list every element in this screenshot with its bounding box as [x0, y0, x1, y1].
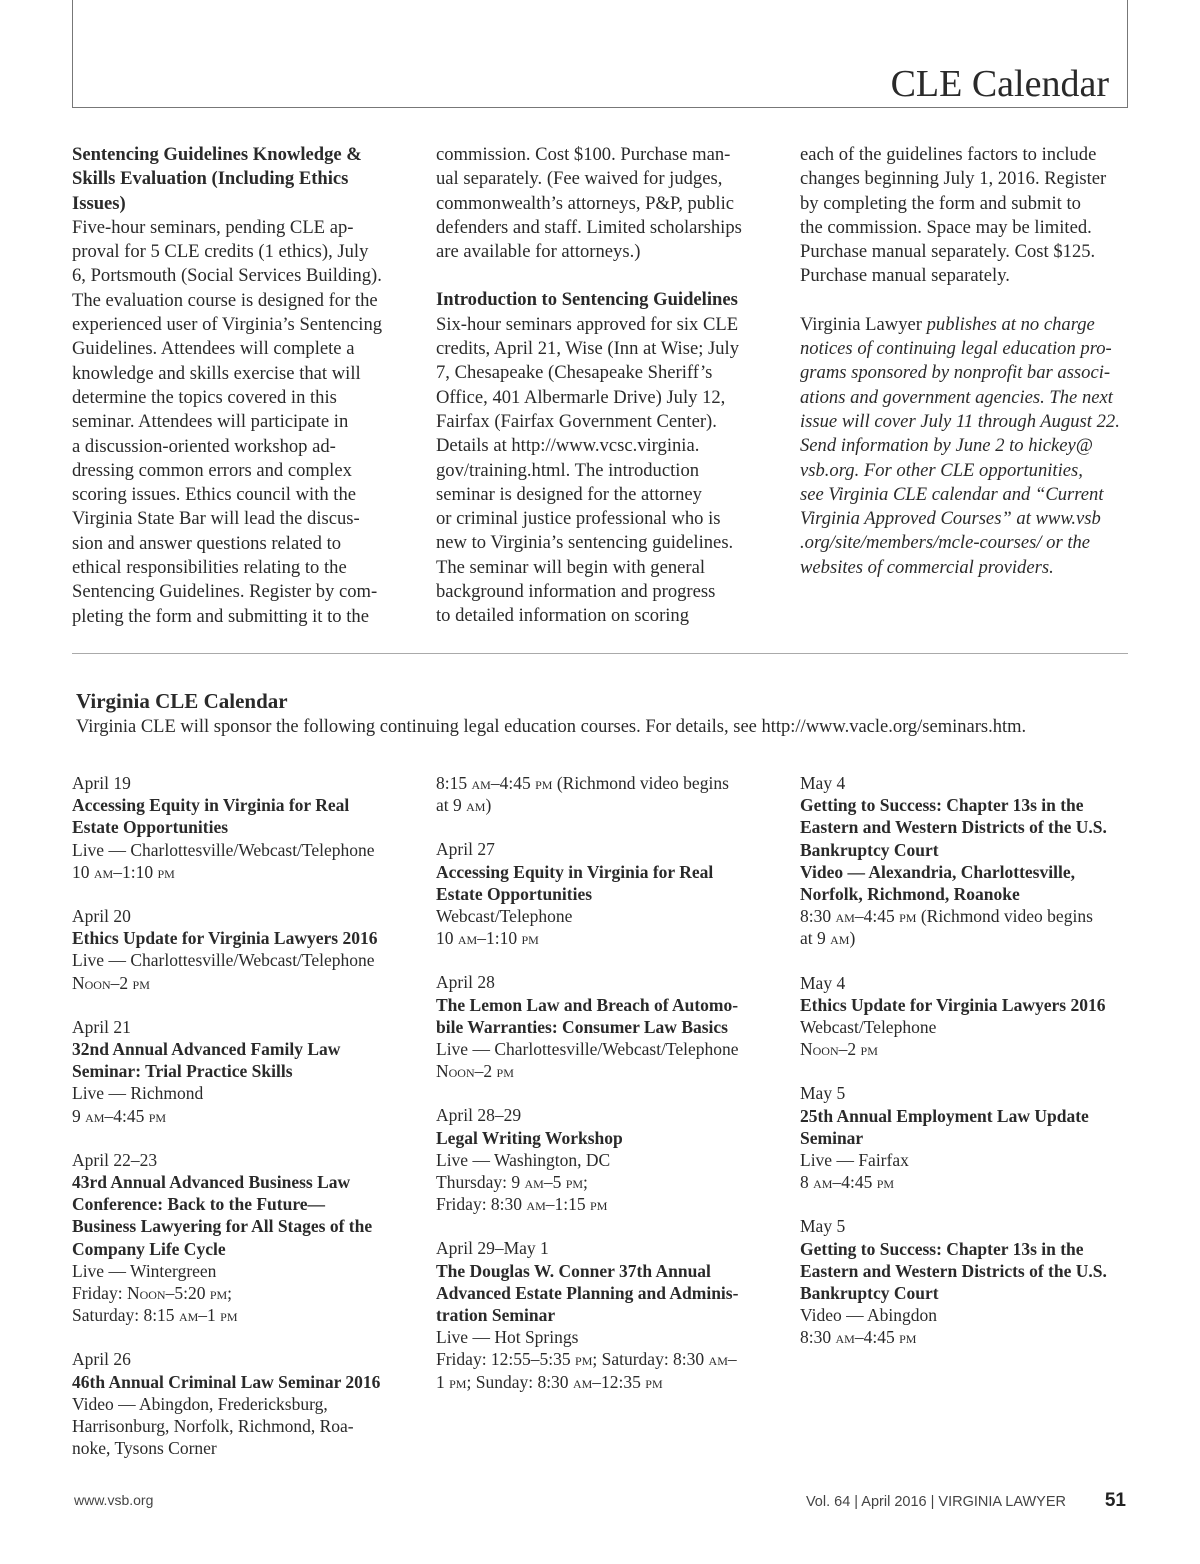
entry-detail-line: Webcast/Telephone: [800, 1017, 937, 1038]
body-line: ethical responsibilities relating to the: [72, 557, 347, 579]
note-line: Send information by June 2 to hickey@: [800, 435, 1093, 457]
entry-title-line: Advanced Estate Planning and Adminis-: [436, 1282, 739, 1303]
body-line: Purchase manual separately. Cost $125.: [800, 241, 1096, 263]
entry-detail-line: Video — Abingdon, Fredericksburg,: [72, 1393, 328, 1414]
entry-detail-line: Live — Charlottesville/Webcast/Telephone: [72, 950, 375, 971]
calendar-entry: [436, 971, 781, 1082]
entry-title-line: Ethics Update for Virginia Lawyers 2016: [72, 928, 378, 949]
body-line: are available for attorneys.): [436, 241, 641, 263]
note-line: .org/site/members/mcle-courses/ or the: [800, 532, 1091, 554]
entry-detail-line: Webcast/Telephone: [436, 906, 573, 927]
body-line: commission. Cost $100. Purchase man-: [436, 144, 731, 165]
calendar-entry: [800, 1082, 1145, 1193]
entry-date: May 4: [800, 773, 846, 793]
entry-detail-line: Live — Richmond: [72, 1083, 204, 1104]
body-line: to detailed information on scoring: [436, 605, 690, 627]
entry-detail-line: 1 pm; Sunday: 8:30 am–12:35 pm: [436, 1371, 663, 1392]
body-line: Purchase manual separately.: [800, 265, 1010, 287]
entry-title-line: Bankruptcy Court: [800, 839, 939, 860]
calendar-column-3: [800, 772, 1145, 1371]
entry-title-line: Seminar: Trial Practice Skills: [72, 1061, 293, 1082]
entry-detail-line: at 9 am): [436, 795, 492, 816]
entry-title-line: Estate Opportunities: [436, 883, 593, 904]
article-body: [436, 313, 776, 629]
entry-title-line: Video — Alexandria, Charlottesville,: [800, 861, 1075, 882]
body-line: dressing common errors and complex: [72, 459, 352, 481]
entry-date: April 19: [72, 773, 131, 793]
body-line: defenders and staff. Limited scholarships: [436, 216, 742, 238]
footer-website: www.vsb.org: [74, 1492, 154, 1508]
body-line: determine the topics covered in this: [72, 386, 337, 408]
calendar-entry: [72, 1348, 417, 1459]
entry-title-line: Seminar: [800, 1127, 864, 1148]
body-line: The seminar will begin with general: [436, 556, 706, 578]
calendar-column-2: [436, 772, 781, 1415]
entry-title-line: 25th Annual Employment Law Update: [800, 1105, 1089, 1126]
entry-title-line: Conference: Back to the Future—: [72, 1194, 326, 1215]
entry-title-line: Accessing Equity in Virginia for Real: [436, 861, 714, 882]
entry-date: April 28: [436, 972, 495, 993]
editorial-note: [800, 337, 1130, 580]
body-line: Virginia State Bar will lead the discus-: [72, 508, 360, 530]
section-title: Virginia CLE Calendar: [76, 689, 288, 713]
body-line: a discussion-oriented workshop ad-: [72, 435, 336, 457]
calendar-entry: [436, 1237, 781, 1392]
body-line: scoring issues. Ethics council with the: [72, 484, 357, 506]
entry-date: April 29–May 1: [436, 1238, 549, 1259]
entry-title-line: 43rd Annual Advanced Business Law: [72, 1172, 351, 1193]
entry-date: April 20: [72, 906, 131, 927]
entry-title-line: Ethics Update for Virginia Lawyers 2016: [800, 994, 1106, 1015]
calendar-entry: [436, 838, 781, 949]
calendar-entry: [72, 905, 417, 994]
article-body-continued: [436, 143, 776, 264]
entry-detail-line: Saturday: 8:15 am–1 pm: [72, 1305, 238, 1326]
entry-detail-line: 8:30 am–4:45 pm: [800, 1327, 917, 1348]
entry-detail-line: Friday: Noon–5:20 pm;: [72, 1283, 233, 1304]
calendar-entry: [800, 772, 1145, 950]
entry-detail-line: 10 am–1:10 pm: [436, 928, 539, 949]
body-line: new to Virginia’s sentencing guidelines.: [436, 532, 734, 554]
entry-date: April 21: [72, 1016, 131, 1037]
body-line: seminar is designed for the attorney: [436, 483, 702, 505]
entry-detail-line: noke, Tysons Corner: [72, 1438, 217, 1459]
entry-detail-line: Friday: 12:55–5:35 pm; Saturday: 8:30 am–: [436, 1349, 737, 1370]
top-column-2: [436, 143, 776, 629]
entry-date: May 4: [800, 972, 846, 993]
editorial-note-first-line: [800, 313, 1130, 337]
entry-title-line: The Lemon Law and Breach of Automo-: [436, 994, 739, 1015]
note-text: publishes at no charge: [921, 313, 1095, 335]
body-line: background information and progress: [436, 581, 716, 603]
body-line: by completing the form and submit to: [800, 192, 1081, 214]
body-line: commonwealth’s attorneys, P&P, public: [436, 192, 734, 214]
entry-detail-line: Video — Abingdon: [800, 1305, 938, 1326]
entry-detail-line: at 9 am): [800, 928, 856, 949]
article-body-continued: [800, 143, 1130, 289]
body-line: Details at http://www.vcsc.virginia.: [436, 435, 700, 457]
note-line: websites of commercial providers.: [800, 556, 1054, 578]
note-line: Virginia Approved Courses” at www.vsb: [800, 508, 1101, 530]
entry-title-line: Business Lawyering for All Stages of the: [72, 1216, 373, 1237]
body-line: sion and answer questions related to: [72, 532, 342, 554]
body-line: Six-hour seminars approved for six CLE: [436, 313, 739, 335]
entry-detail-line: 8 am–4:45 pm: [800, 1172, 895, 1193]
body-line: 7, Chesapeake (Chesapeake Sheriff’s: [436, 362, 713, 384]
entry-detail-line: 9 am–4:45 pm: [72, 1105, 167, 1126]
note-line: see Virginia CLE calendar and “Current: [800, 483, 1104, 505]
entry-detail-line: Thursday: 9 am–5 pm;: [436, 1172, 588, 1193]
footer-issue: Vol. 64 | April 2016 | VIRGINIA LAWYER: [805, 1494, 1066, 1510]
calendar-entry: [436, 1104, 781, 1215]
body-line: or criminal justice professional who is: [436, 508, 721, 530]
entry-title-line: Legal Writing Workshop: [436, 1127, 623, 1148]
entry-title-line: 46th Annual Criminal Law Seminar 2016: [72, 1371, 381, 1392]
entry-title-line: Getting to Success: Chapter 13s in the: [800, 1238, 1084, 1259]
entry-detail-line: Live — Washington, DC: [436, 1149, 611, 1170]
note-line: notices of continuing legal education pro-: [800, 338, 1112, 360]
body-line: pleting the form and submitting it to the: [72, 605, 369, 627]
entry-detail-line: 8:30 am–4:45 pm (Richmond video begins: [800, 906, 1093, 927]
body-line: Five-hour seminars, pending CLE ap-: [72, 216, 354, 238]
entry-detail-line: Noon–2 pm: [436, 1061, 514, 1082]
body-line: changes beginning July 1, 2016. Register: [800, 168, 1107, 190]
body-line: credits, April 21, Wise (Inn at Wise; July: [436, 338, 740, 360]
body-line: knowledge and skills exercise that will: [72, 362, 361, 384]
calendar-column-1: [72, 772, 417, 1481]
page-number: 51: [1104, 1490, 1126, 1511]
entry-detail-line: Harrisonburg, Norfolk, Richmond, Roa-: [72, 1416, 354, 1437]
entry-title-line: Eastern and Western Districts of the U.S.: [800, 817, 1107, 838]
article-title-line: Sentencing Guidelines Knowledge &: [72, 144, 362, 165]
body-line: Office, 401 Albermarle Drive) July 12,: [436, 386, 726, 408]
entry-detail-line: Noon–2 pm: [72, 972, 150, 993]
body-line: Guidelines. Attendees will complete a: [72, 338, 355, 360]
body-line: gov/training.html. The introduction: [436, 459, 700, 481]
body-line: each of the guidelines factors to include: [800, 144, 1097, 165]
calendar-entry: [800, 972, 1145, 1061]
entry-title-line: The Douglas W. Conner 37th Annual: [436, 1260, 711, 1281]
entry-detail-line: Live — Hot Springs: [436, 1327, 579, 1348]
continued-entry: [436, 772, 781, 816]
entry-title-line: Getting to Success: Chapter 13s in the: [800, 795, 1084, 816]
note-line: ations and government agencies. The next: [800, 386, 1113, 408]
calendar-entry: [72, 772, 417, 883]
entry-title-line: tration Seminar: [436, 1305, 556, 1326]
top-column-1: [72, 143, 412, 629]
body-line: The evaluation course is designed for the: [72, 289, 378, 311]
body-line: proval for 5 CLE credits (1 ethics), July: [72, 241, 369, 263]
body-line: Fairfax (Fairfax Government Center).: [436, 410, 717, 432]
note-line: grams sponsored by nonprofit bar associ-: [800, 362, 1111, 384]
entry-title-line: Norfolk, Richmond, Roanoke: [800, 884, 1020, 905]
body-line: Sentencing Guidelines. Register by com-: [72, 581, 378, 603]
entry-detail-line: Live — Charlottesville/Webcast/Telephone: [72, 839, 375, 860]
entry-date: April 28–29: [436, 1105, 522, 1126]
calendar-entry: [800, 1215, 1145, 1348]
entry-detail-line: Live — Fairfax: [800, 1150, 909, 1171]
top-column-3: [800, 143, 1130, 580]
body-line: ual separately. (Fee waived for judges,: [436, 168, 723, 190]
page-title: CLE Calendar: [890, 63, 1109, 105]
entry-detail-line: 10 am–1:10 pm: [72, 861, 175, 882]
section-subtitle: Virginia CLE will sponsor the following continuing legal education courses. For details, see http://www.vacle.org/seminars.htm.: [76, 717, 1027, 737]
entry-detail-line: Noon–2 pm: [800, 1039, 878, 1060]
body-line: seminar. Attendees will participate in: [72, 411, 349, 433]
calendar-entry: [72, 1149, 417, 1327]
section-divider: [72, 653, 1128, 654]
note-line: issue will cover July 11 through August 22.: [800, 410, 1120, 432]
body-line: experienced user of Virginia’s Sentencing: [72, 314, 383, 336]
entry-title-line: Company Life Cycle: [72, 1238, 226, 1259]
entry-title-line: Eastern and Western Districts of the U.S.: [800, 1260, 1107, 1281]
body-line: the commission. Space may be limited.: [800, 216, 1092, 238]
publication-name: Virginia Lawyer: [800, 313, 922, 335]
article-title-line: Issues): [72, 192, 126, 214]
article-title: Introduction to Sentencing Guidelines: [436, 289, 738, 311]
entry-detail-line: Live — Charlottesville/Webcast/Telephone: [436, 1039, 739, 1060]
calendar-entry: [72, 1016, 417, 1127]
header-frame: [72, 0, 1128, 108]
entry-date: May 5: [800, 1083, 846, 1104]
entry-title-line: Accessing Equity in Virginia for Real: [72, 795, 350, 816]
entry-detail-line: 8:15 am–4:45 pm (Richmond video begins: [436, 773, 729, 793]
entry-title-line: Estate Opportunities: [72, 817, 229, 838]
entry-date: April 26: [72, 1349, 131, 1370]
note-line: vsb.org. For other CLE opportunities,: [800, 459, 1083, 481]
entry-detail-line: Friday: 8:30 am–1:15 pm: [436, 1194, 608, 1215]
entry-title-line: bile Warranties: Consumer Law Basics: [436, 1016, 728, 1037]
entry-title-line: Bankruptcy Court: [800, 1283, 939, 1304]
body-line: 6, Portsmouth (Social Services Building).: [72, 265, 382, 287]
entry-date: April 22–23: [72, 1149, 158, 1170]
entry-date: April 27: [436, 839, 495, 860]
entry-title-line: 32nd Annual Advanced Family Law: [72, 1039, 341, 1060]
article-title-line: Skills Evaluation (Including Ethics: [72, 168, 349, 190]
entry-date: May 5: [800, 1216, 846, 1237]
entry-detail-line: Live — Wintergreen: [72, 1260, 217, 1281]
article-body: [72, 216, 412, 629]
